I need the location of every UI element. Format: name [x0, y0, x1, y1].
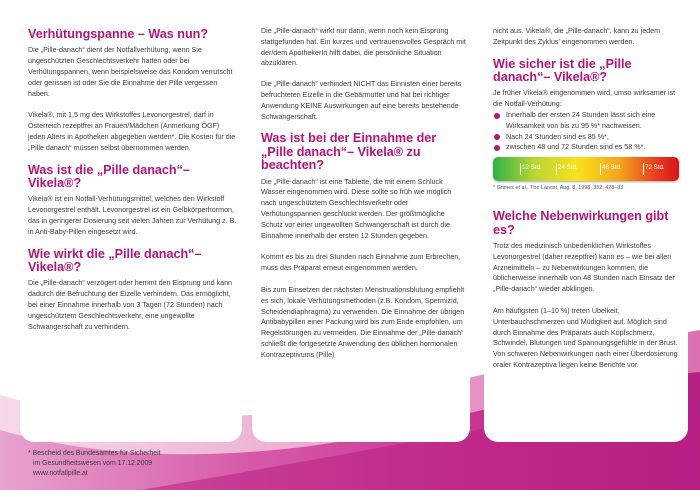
heading-verhuetungspanne: Verhütungspanne – Was nun?	[28, 27, 209, 41]
list-item: Nach 24 Stunden sind es 85 %*,	[493, 132, 683, 143]
list-item: zwischen 48 und 72 Stunden sind es 58 %*.	[493, 142, 683, 153]
tick-label-72h: 72 Std.	[645, 164, 665, 172]
bullet-dot-icon	[494, 113, 500, 119]
paragraph-verhuetungsmethoden: Bis zum Einsetzen der nächsten Menstruationsblutung empfiehlt es sich, lokale Verhütungsmethoden (z.B. Kondom, Spermizid, Scheidendiaphragma) zu verwenden. Die Einnahme der übrigen Antibabypillen einer Packung wird bis zum Ende empfohlen, um Regelstörungen zu vermeiden. Die Einnahme der „Pille-danach“ schließt die fortgesetzte Anwendung des üblichen hormonalen Kontrazeptivums (Pille)	[261, 285, 465, 359]
source-citation: * Grimes et al., The Lancet, Aug. 8, 1998, 352: 428–33	[493, 185, 624, 192]
paragraph-intro: Die „Pille-danach“ dient der Notfallverhütung, wenn Sie ungeschützten Geschlechtsverkehr hatten oder bei Verhütungspannen, wenn beispielsweise das Kondom verrutscht oder gerissen ist oder Sie die Einnahme der Pille vergessen haben.	[28, 46, 233, 98]
tick-separator	[520, 163, 521, 175]
heading-wie-wirkt: Wie wirkt die „Pille danach“– Vikela®?	[28, 246, 202, 274]
tick-label-48h: 48 Std.	[602, 164, 622, 172]
paragraph-einnisten: Die „Pille-danach“ verhindert NICHT das Einnisten einer bereits befruchteten Eizelle in die Gebärmutter und hat bei richtiger Anwendung KEINE Auswirkungen auf eine bereits bestehende Schwangerschaft.	[261, 80, 462, 121]
efficacy-gradient-bar	[493, 157, 679, 181]
list-item: Innerhalb der ersten 24 Stunden lässt sich eine Wirksamkeit von bis zu 95 %* nachweisen.	[493, 110, 683, 132]
column-right	[493, 26, 683, 381]
paragraph-vikela-rezeptfrei: Vikela®, mit 1,5 mg des Wirkstoffes Levonorgestrel, darf in Österreich rezeptfrei an Frauen/Mädchen (Anmerkung ÖGF) jeden Alters in Apotheken abgegeben werden*. Die Kosten für die „Pille danach“ müssen selbst übernommen werden.	[28, 111, 236, 152]
efficacy-list	[493, 110, 683, 153]
column-middle	[261, 26, 467, 371]
column-left	[28, 28, 238, 342]
paragraph-eisprung: Die „Pille-danach“ wirkt nur dann, wenn noch kein Eisprung stattgefunden hat. Ein kurzes und vertrauensvolles Gespräch mit der/dem ApothekerIn hilft dabei, die persönliche Situation abzuklären.	[261, 27, 466, 68]
tick-label-24h: 24 Std.	[558, 164, 578, 172]
bullet-dot-icon	[494, 145, 500, 151]
footnote	[28, 449, 248, 479]
paragraph-nebenwirkungen-haeufig: Am häufigsten (1–10 %) treten Übelkeit, Unterbauchschmerzen und Müdigkeit auf. Möglich sind durch Einnahme des Präparats auch Kopfschmerz, Schwindel, Blutungen und Spannungsgefühle in der Brust. Von schweren Nebenwirkungen nach einer Überdosierung oraler Kontrazeptiva liegen keine Berichte vor.	[493, 306, 678, 369]
paragraph-zyklus: nicht aus. Vikela®, die „Pille-danach“, kann zu jedem Zeitpunkt des Zyklus’ eingenommen werden.	[493, 27, 661, 46]
tick-separator	[600, 163, 601, 175]
paragraph-wirkung: Die „Pille-danach“ verzögert oder hemmt den Eisprung und kann dadurch die Befruchtung der Eizelle verhindern. Das ermöglicht, bei einer Einnahme innerhalb von 3 Tagen (72 Stunden) nach ungeschütztem Geschlechtsverkehr, eine ungewollte Schwangerschaft zu verhindern.	[28, 279, 233, 331]
paragraph-nebenwirkungen-allgemein: Trotz des medizinisch unbedenklichen Wirkstoffes Levonorgestrel (daher rezeptfrei) kann es – wie bei allen Arzneimitteln – zu Nebenwirkungen kommen, die üblicherweise innerhalb von 48 Stunden nach Einsatz der „Pille-danach“ wieder abklingen.	[493, 242, 675, 294]
tick-label-12h: 12 Std.	[522, 164, 542, 172]
paragraph-levonorgestrel: Vikela® ist ein Notfall-Verhütungsmittel, welches den Wirkstoff Levonorgestrel enthält. Levonorgestrel ist ein Gelbkörperhormon, das in geringerer Dosierung seit vielen Jahren zur Verhütung z. B. in Anti-Baby-Pillen eingesetzt wird.	[28, 195, 237, 236]
heading-wie-sicher: Wie sicher ist die „Pille danach“– Vikela®?	[493, 56, 632, 84]
footnote-line: * Bescheid des Bundesamtes für Sicherheit	[28, 450, 161, 457]
website-link[interactable]: www.notfallpille.at	[33, 470, 88, 477]
footnote-line: im Gesundheitswesen vom 17.12.2009	[33, 460, 153, 467]
tick-separator	[643, 163, 644, 175]
heading-was-ist-pille-danach: Was ist die „Pille danach“– Vikela®?	[28, 162, 190, 190]
paragraph-erbrechen: Kommt es bis zu drei Stunden nach Einnahme zum Erbrechen, muss das Präparat erneut eingenommen werden.	[261, 253, 461, 273]
paragraph-tablette: Die „Pille-danach“ ist eine Tablette, die mit einem Schluck Wasser eingenommen wird. Diese sollte so früh wie möglich nach ungeschütztem Geschlechtsverkehr oder Verhütungspannen geschluckt werden. Der größtmögliche Schutz vor einer ungewollten Schwangerschaft ist durch die Einnahme innerhalb der ersten 12 Stunden gegeben.	[261, 177, 452, 240]
tick-separator	[556, 163, 557, 175]
heading-nebenwirkungen: Welche Nebenwirkungen gibt es?	[493, 209, 669, 237]
heading-einnahme-beachten: Was ist bei der Einnahme der „Pille danach“– Vikela® zu beachten?	[261, 131, 437, 173]
paragraph-wirksamkeit: Je früher Vikela® eingenommen wird, umso wirksamer ist die Notfall-Verhütung:	[493, 89, 676, 109]
bullet-dot-icon	[494, 134, 500, 140]
